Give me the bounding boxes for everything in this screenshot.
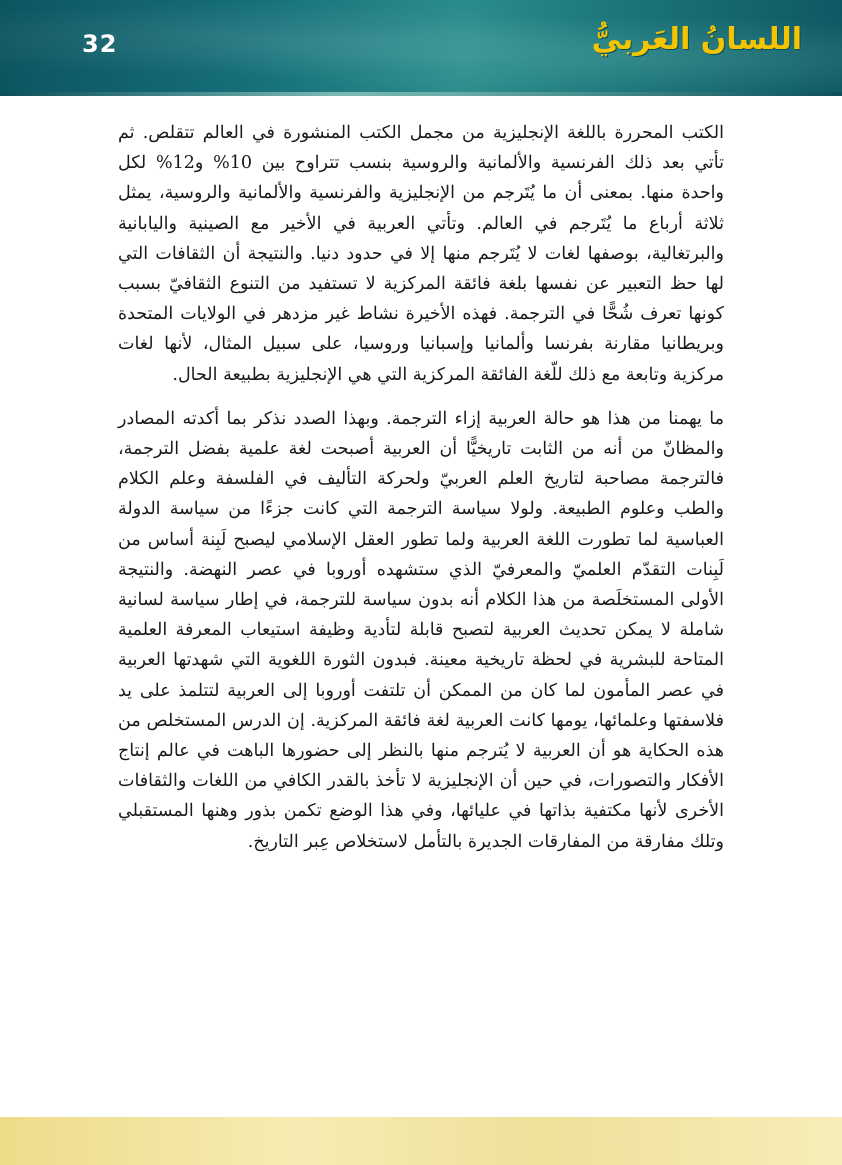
page-header [0, 0, 842, 96]
paragraph: ما يهمنا من هذا هو حالة العربية إزاء الترجمة. وبهذا الصدد نذكر بما أكدته المصادر والمظانّ من أنه من الثابت تاريخيًّا أن العربية أصبحت لغة علمية بفضل الترجمة، فالترجمة مصاحبة لتاريخ العلم العربيّ ولحركة التأليف في الفلسفة وعلم الكلام والطب وعلوم الطبيعة. ولولا سياسة الترجمة التي كانت جزءًا من سياسة الدولة العباسية لما تطورت اللغة العربية ولما تطور العقل الإسلامي ليصبح لَبِنة أساس من لَبِنات التقدّم العلميّ والمعرفيّ الذي ستشهده أوروبا في عصر النهضة. والنتيجة الأولى المستخلَصة من هذا الكلام أنه بدون سياسة للترجمة، في إطار سياسة لسانية شاملة لا يمكن تحديث العربية لتصبح قابلة لتأدية وظيفة استيعاب المعرفة العلمية المتاحة للبشرية في لحظة تاريخية معينة. فبدون الثورة اللغوية التي شهدتها العربية في عصر المأمون لما كان من الممكن أن تلتفت أوروبا إلى العربية لتتلمذ على يد فلاسفتها وعلمائها، يومها كانت العربية لغة فائقة المركزية. إن الدرس المستخلص من هذه الحكاية هو أن العربية لا يُترجم منها بالنظر إلى حضورها الباهت في عالم إنتاج الأفكار والتصورات، في حين أن الإنجليزية لا تأخذ بالقدر الكافي من اللغات والثقافات الأخرى لأنها مكتفية بذاتها في عليائها، وفي هذا الوضع تكمن بذور وهنها المستقبلي وتلك مفارقة من المفارقات الجديرة بالتأمل لاستخلاص عِبر التاريخ. [118, 408, 724, 852]
magazine-logo: اللسانُ العَربيُّ [591, 22, 802, 57]
header-divider [0, 92, 842, 96]
page-footer-band [0, 1117, 842, 1165]
paragraph: الكتب المحررة باللغة الإنجليزية من مجمل الكتب المنشورة في العالم تتقلص. ثم تأتي بعد ذلك الفرنسية والألمانية والروسية بنسب تتراوح بين 10% و12% لكل واحدة منها. بمعنى أن ما يُتَرجم من الإنجليزية والفرنسية والألمانية والروسية، يمثل ثلاثة أرباع ما يُتَرجم في العالم. وتأتي العربية في الأخير مع الصينية واليابانية والبرتغالية، بوصفها لغات لا يُتَرجم منها إلا في حدود دنيا. والنتيجة أن الثقافات التي لها حظ التعبير عن نفسها بلغة فائقة المركزية لا تستفيد من التنوع الثقافيّ بسبب كونها تعرف شُحًّا في الترجمة. فهذه الأخيرة نشاط غير مزدهر في الولايات المتحدة وبريطانيا مقارنة بفرنسا وألمانيا وإسبانيا وروسيا، على سبيل المثال، لأنها لغات مركزية وتابعة مع ذلك للّغة الفائقة المركزية التي هي الإنجليزية بطبيعة الحال. [118, 123, 724, 385]
page-number: 32 [82, 30, 118, 58]
article-body [118, 118, 724, 857]
